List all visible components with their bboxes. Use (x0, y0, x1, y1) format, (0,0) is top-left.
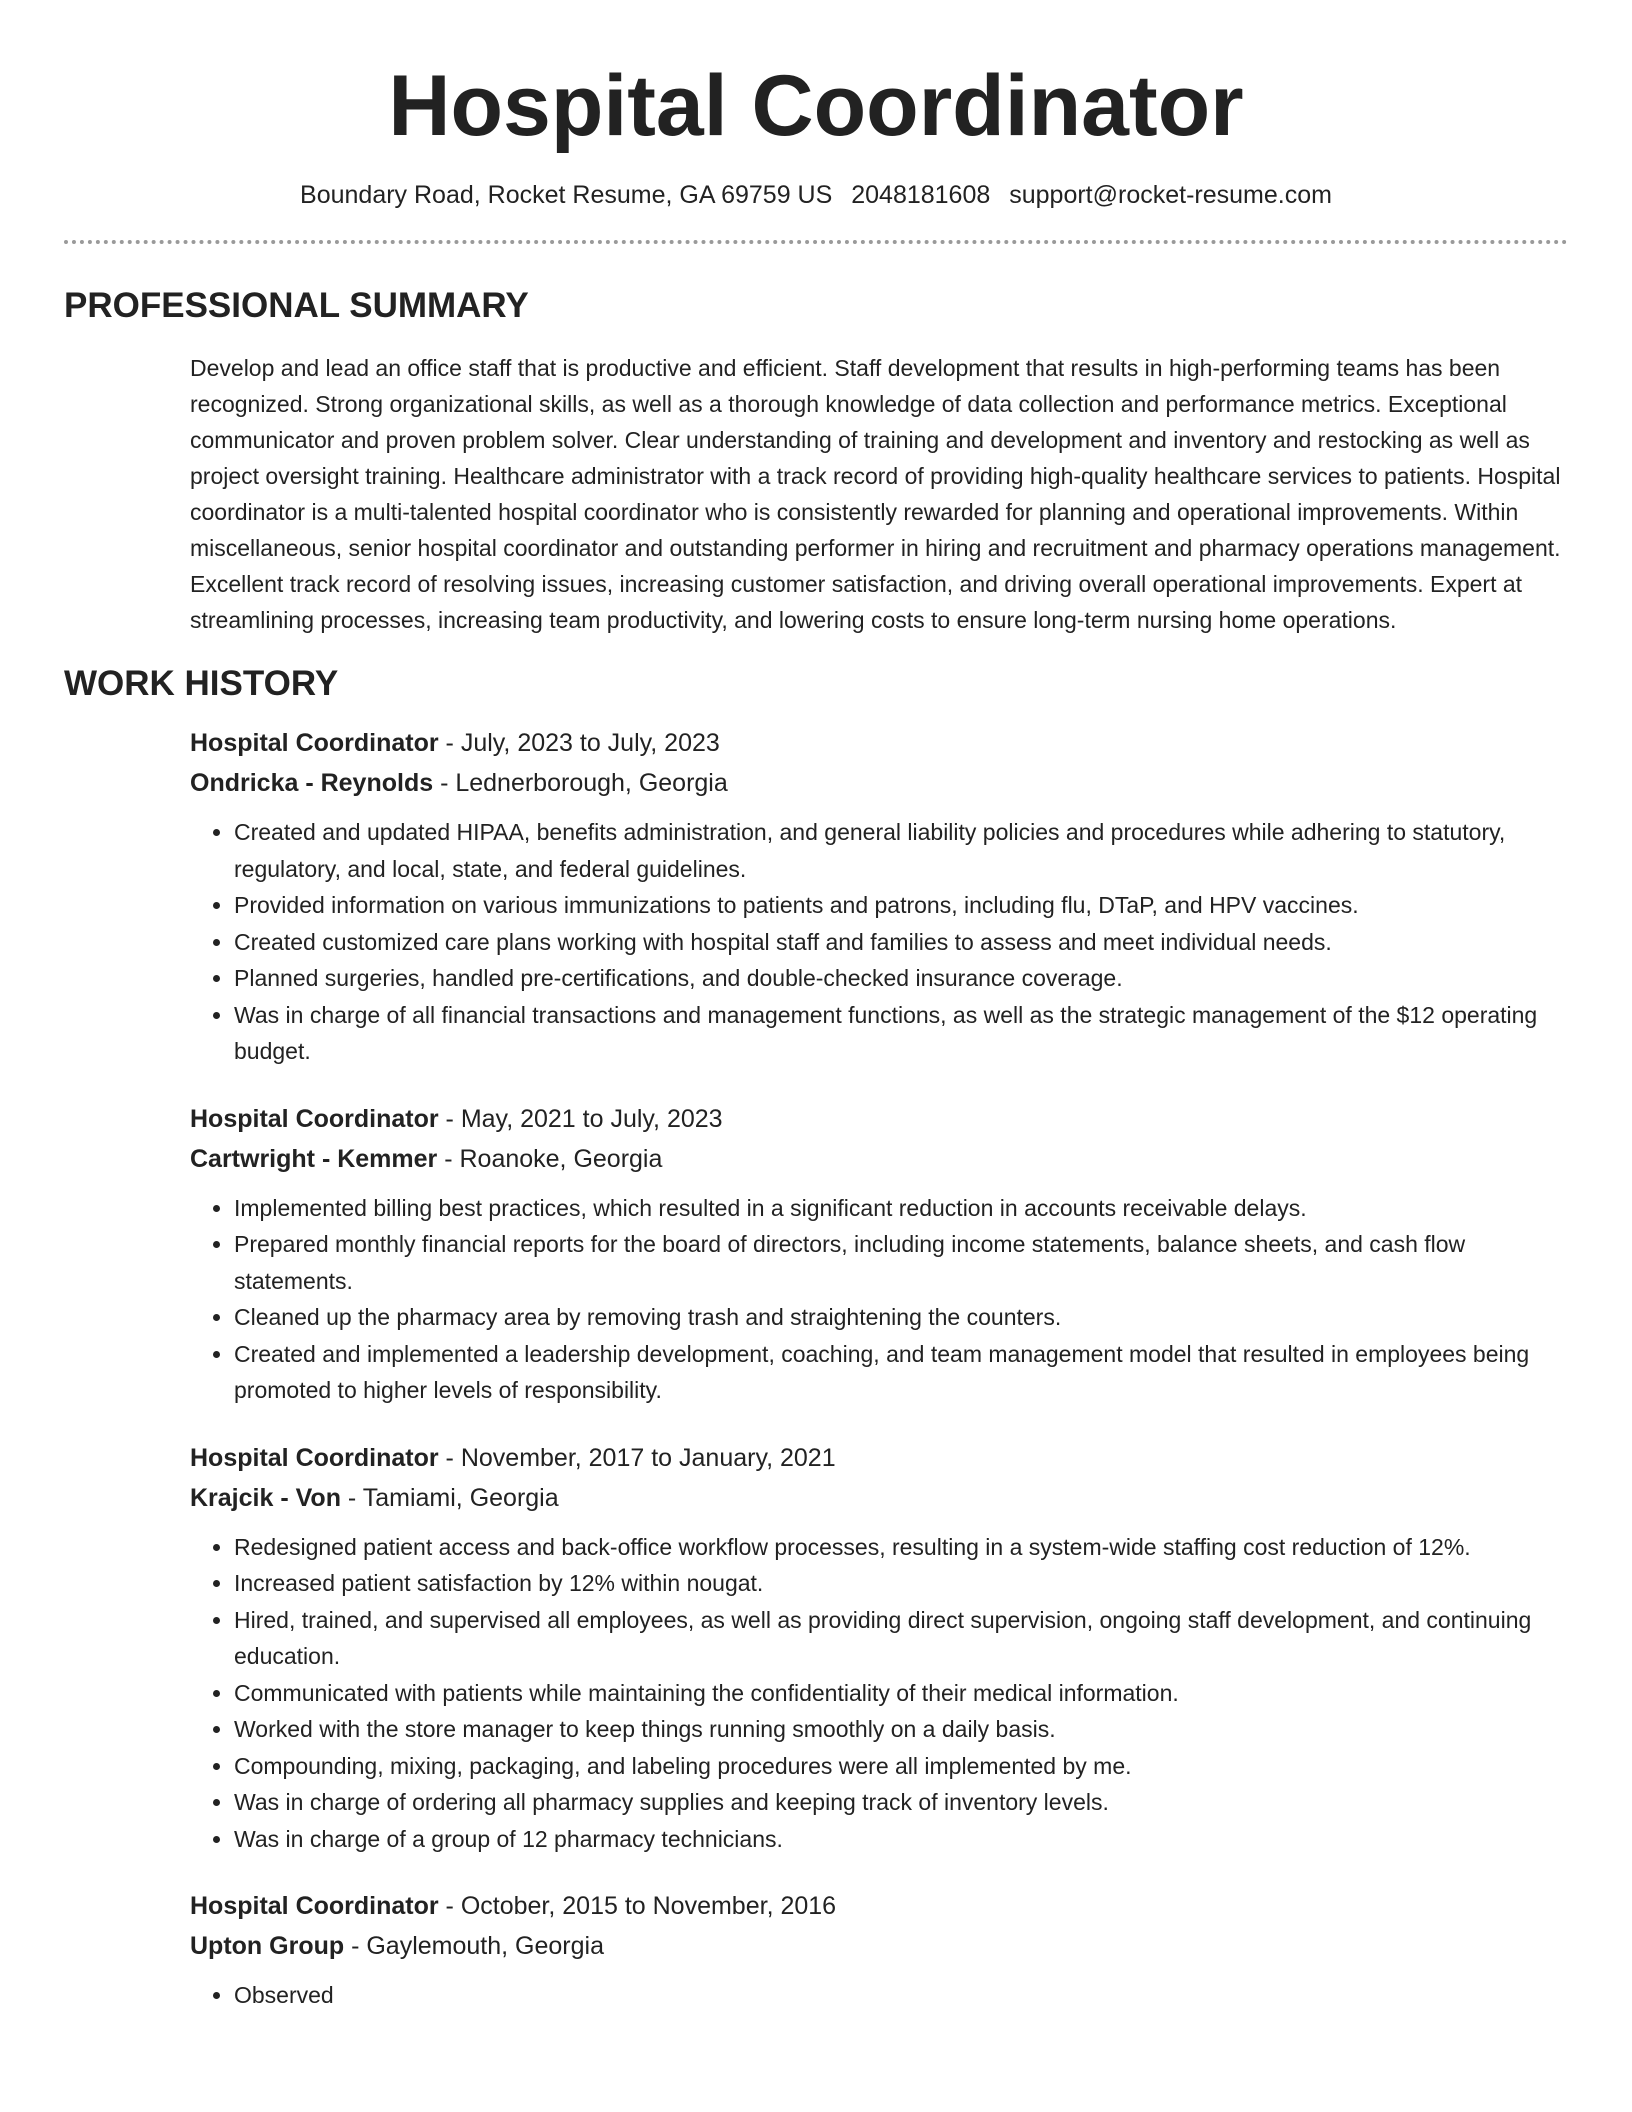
job-entry (190, 1100, 1568, 1409)
list-item: • Communicated with patients while maintaining the confidentiality of their medical information. (234, 1675, 1568, 1712)
job-entry (190, 1439, 1568, 1858)
list-item: • Provided information on various immunizations to patients and patrons, including flu, DTaP, and HPV vaccines. (234, 887, 1568, 924)
job-title-line (190, 1100, 1568, 1138)
job-company-line (190, 1927, 1568, 1965)
job-entry (190, 724, 1568, 1070)
job-title-line (190, 1887, 1568, 1925)
list-item: • Redesigned patient access and back-office workflow processes, resulting in a system-wide staffing cost reduction of 12%. (234, 1529, 1568, 1566)
work-history-heading: WORK HISTORY (64, 664, 339, 703)
job-role: Hospital Coordinator (190, 1443, 439, 1472)
list-item: • Was in charge of all financial transactions and management functions, as well as the strategic management of the $12 operating budget. (234, 997, 1568, 1070)
contact-address: Boundary Road, Rocket Resume, GA 69759 US (300, 181, 833, 209)
job-company: Krajcik - Von (190, 1483, 341, 1512)
list-item: • Planned surgeries, handled pre-certifications, and double-checked insurance coverage. (234, 960, 1568, 997)
job-company-line (190, 764, 1568, 802)
list-item: • Created customized care plans working with hospital staff and families to assess and meet individual needs. (234, 924, 1568, 961)
list-item: • Observed (234, 1977, 1568, 2014)
job-title-line (190, 1439, 1568, 1477)
job-company: Ondricka - Reynolds (190, 769, 434, 797)
job-role: Hospital Coordinator (190, 729, 439, 757)
job-role: Hospital Coordinator (190, 1104, 439, 1133)
resume-name: Hospital Coordinator (388, 58, 1244, 154)
job-company-line (190, 1140, 1568, 1178)
job-dates: - July, 2023 to July, 2023 (438, 729, 720, 757)
list-item: • Worked with the store manager to keep things running smoothly on a daily basis. (234, 1711, 1568, 1748)
job-dates: - May, 2021 to July, 2023 (438, 1104, 723, 1133)
summary-heading: PROFESSIONAL SUMMARY (64, 286, 529, 325)
job-location: - Gaylemouth, Georgia (344, 1932, 604, 1960)
job-company: Cartwright - Kemmer (190, 1144, 438, 1173)
job-entry (190, 1887, 1568, 2014)
job-bullets (190, 1190, 1568, 1409)
contact-line (64, 178, 1568, 212)
list-item: • Increased patient satisfaction by 12% within nougat. (234, 1565, 1568, 1602)
job-location: - Lednerborough, Georgia (433, 769, 728, 797)
job-bullets (190, 814, 1568, 1070)
job-bullets (190, 1977, 1568, 2014)
job-title-line (190, 724, 1568, 762)
list-item: • Compounding, mixing, packaging, and labeling procedures were all implemented by me. (234, 1748, 1568, 1785)
job-company-line (190, 1479, 1568, 1517)
job-company: Upton Group (190, 1932, 345, 1960)
resume-page (64, 0, 1568, 2014)
summary-text: Develop and lead an office staff that is productive and efficient. Staff development that results in high-performing teams has been recognized. Strong organizational skills, as well as a thorough knowledge of data collection and performance metrics. Exceptional communicator and proven problem solver. Clear understanding of training and development and inventory and restocking as well as project oversight training. Healthcare administrator with a track record of providing high-quality healthcare services to patients. Hospital coordinator is a multi-talented hospital coordinator who is consistently rewarded for planning and operational improvements. Within miscellaneous, senior hospital coordinator and outstanding performer in hiring and recruitment and pharmacy operations management. Excellent track record of resolving issues, increasing customer satisfaction, and driving overall operational improvements. Expert at streamlining processes, increasing team productivity, and lowering costs to ensure long-term nursing home operations. (190, 355, 1561, 633)
contact-email: support@rocket-resume.com (1009, 181, 1332, 209)
list-item: • Implemented billing best practices, which resulted in a significant reduction in accounts receivable delays. (234, 1190, 1568, 1227)
contact-phone: 2048181608 (851, 181, 991, 209)
list-item: • Created and implemented a leadership development, coaching, and team management model that resulted in employees being promoted to higher levels of responsibility. (234, 1336, 1568, 1409)
job-dates: - November, 2017 to January, 2021 (438, 1443, 836, 1472)
list-item: • Hired, trained, and supervised all employees, as well as providing direct supervision, ongoing staff development, and continuing education. (234, 1602, 1568, 1675)
job-dates: - October, 2015 to November, 2016 (438, 1892, 837, 1920)
header-divider (64, 240, 1568, 244)
list-item: • Was in charge of ordering all pharmacy supplies and keeping track of inventory levels. (234, 1784, 1568, 1821)
job-location: - Tamiami, Georgia (340, 1483, 559, 1512)
job-role: Hospital Coordinator (190, 1892, 439, 1920)
list-item: • Prepared monthly financial reports for the board of directors, including income statements, balance sheets, and cash flow statements. (234, 1226, 1568, 1299)
job-bullets (190, 1529, 1568, 1858)
list-item: • Cleaned up the pharmacy area by removing trash and straightening the counters. (234, 1299, 1568, 1336)
list-item: • Created and updated HIPAA, benefits administration, and general liability policies and procedures while adhering to statutory, regulatory, and local, state, and federal guidelines. (234, 814, 1568, 887)
list-item: • Was in charge of a group of 12 pharmacy technicians. (234, 1821, 1568, 1858)
job-location: - Roanoke, Georgia (437, 1144, 663, 1173)
